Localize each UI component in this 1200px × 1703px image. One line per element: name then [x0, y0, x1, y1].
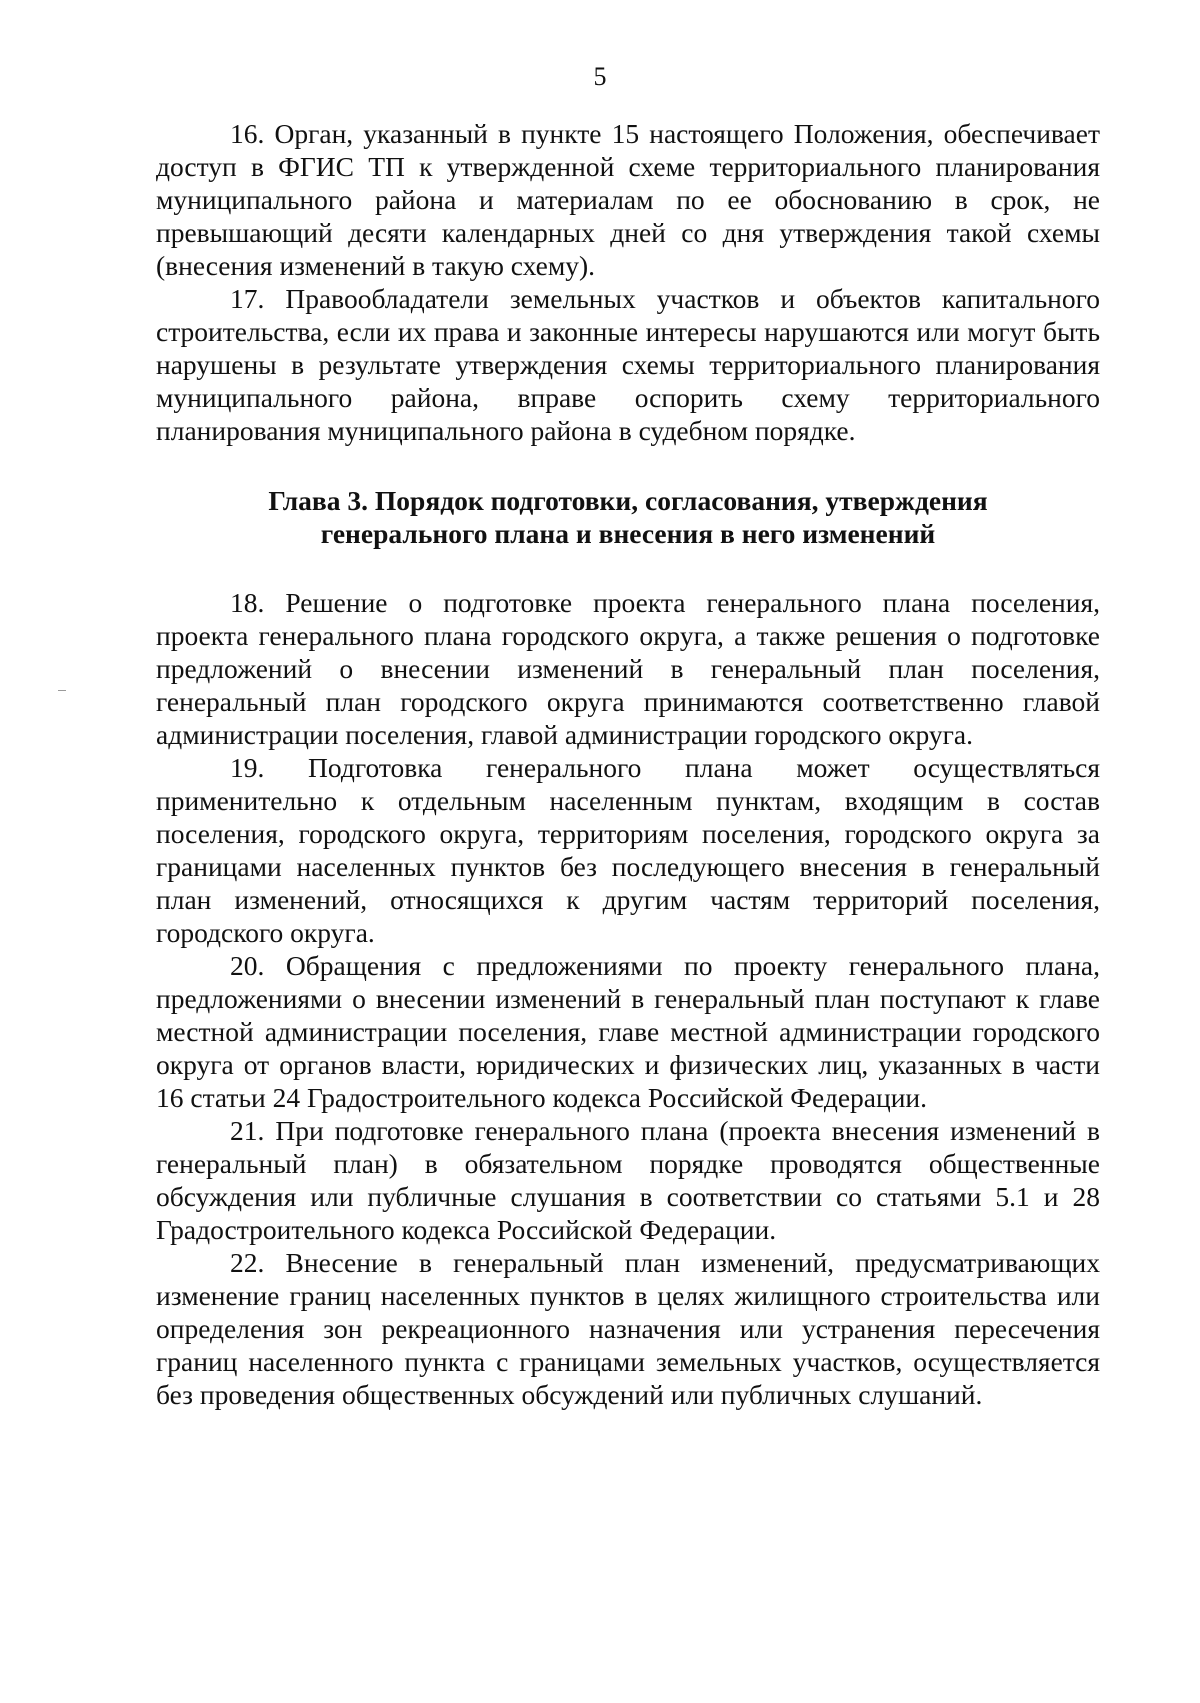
paragraph-16: 16. Орган, указанный в пункте 15 настоящего Положения, обеспечивает доступ в ФГИС ТП к утвержденной схеме территориального планирования муниципального района и материалам по ее обоснованию в срок, не превышающий десяти календарных дней со дня утверждения такой схемы (внесения изменений в такую схему). [156, 118, 1100, 281]
paragraph-17: 17. Правообладатели земельных участков и объектов капитального строительства, если их права и законные интересы нарушаются или могут быть нарушены в результате утверждения схемы территориального планирования муниципального района, вправе оспорить схему территориального планирования муниципального района в судебном порядке. [156, 283, 1100, 446]
margin-mark [58, 690, 66, 691]
paragraph-19: 19. Подготовка генерального плана может осуществляться применительно к отдельным населенным пунктам, входящим в состав поселения, городского округа, территориям поселения, городского округа за границами населенных пунктов без последующего внесения в генеральный план изменений, относящихся к другим частям территорий поселения, городского округа. [156, 752, 1100, 948]
paragraph-18: 18. Решение о подготовке проекта генерального плана поселения, проекта генерального плана городского округа, а также решения о подготовке предложений о внесении изменений в генеральный план поселения, генеральный план городского округа принимаются соответственно главой администрации поселения, главой администрации городского округа. [156, 587, 1100, 750]
chapter-heading-line-2: генерального плана и внесения в него изменений [320, 518, 936, 549]
chapter-heading [156, 484, 1100, 550]
document-body [156, 117, 1100, 1411]
paragraph-21: 21. При подготовке генерального плана (проекта внесения изменений в генеральный план) в обязательном порядке проводятся общественные обсуждения или публичные слушания в соответствии со статьями 5.1 и 28 Градостроительного кодекса Российской Федерации. [156, 1115, 1100, 1245]
paragraph-22: 22. Внесение в генеральный план изменений, предусматривающих изменение границ населенных пунктов в целях жилищного строительства или определения зон рекреационного назначения или устранения пересечения границ населенного пункта с границами земельных участков, осуществляется без проведения общественных обсуждений или публичных слушаний. [156, 1247, 1100, 1410]
page-number: 5 [593, 62, 607, 91]
chapter-heading-line-1: Глава 3. Порядок подготовки, согласования, утверждения [268, 485, 988, 516]
paragraph-20: 20. Обращения с предложениями по проекту генерального плана, предложениями о внесении изменений в генеральный план поступают к главе местной администрации поселения, главе местной администрации городского округа от органов власти, юридических и физических лиц, указанных в части 16 статьи 24 Градостроительного кодекса Российской Федерации. [156, 950, 1100, 1113]
